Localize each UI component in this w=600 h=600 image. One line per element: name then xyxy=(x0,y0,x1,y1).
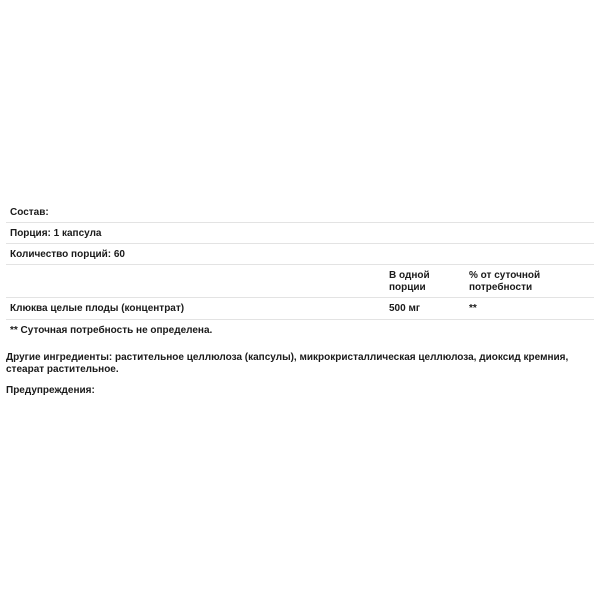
ingredient-name: Клюква целые плоды (концентрат) xyxy=(10,303,185,314)
servings-per-container: Количество порций: 60 xyxy=(6,244,594,265)
supplement-facts-table xyxy=(6,202,594,341)
ingredient-amount: 500 мг xyxy=(389,303,421,314)
daily-value-footnote: ** Суточная потребность не определена. xyxy=(10,325,213,336)
table-row xyxy=(6,298,594,320)
amount-column-header: В одной порции xyxy=(389,270,430,293)
other-ingredients: Другие ингредиенты: растительное целлюлоза (капсулы), микрокристаллическая целлюлоза, диоксид кремния, стеарат растительное. xyxy=(6,352,569,375)
ingredient-daily-value: ** xyxy=(469,303,477,314)
composition-label: Состав: xyxy=(6,202,594,223)
serving-size: Порция: 1 капсула xyxy=(6,223,594,244)
table-header-row xyxy=(6,265,594,298)
daily-value-column-header: % от суточной потребности xyxy=(469,270,541,293)
warnings-label: Предупреждения: xyxy=(6,385,95,396)
